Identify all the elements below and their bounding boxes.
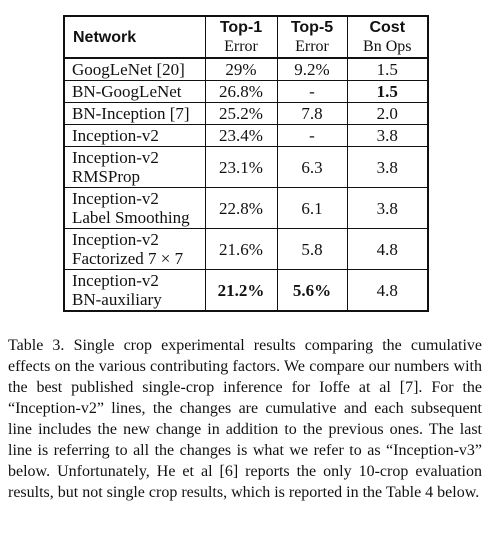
results-table-container [63,15,427,312]
header-top1 [205,16,277,58]
header-top5 [277,16,347,58]
top1-cell: 23.1% [205,147,277,188]
network-name-line: Inception-v2 [72,126,159,145]
network-name-cell [64,188,205,229]
network-name-cell [64,81,205,103]
header-top5-sub: Error [295,38,329,55]
header-cost-label: Cost [369,19,406,36]
header-cost [347,16,428,58]
network-name-line: BN-GoogLeNet [72,82,182,101]
network-name-line: Inception-v2 [72,148,159,167]
results-table [63,15,429,312]
table-row [64,188,428,229]
cost-cell: 3.8 [347,125,428,147]
top1-cell: 22.8% [205,188,277,229]
network-name-cell [64,103,205,125]
network-name-cell [64,147,205,188]
top1-cell: 23.4% [205,125,277,147]
header-top5-label: Top-5 [290,19,334,36]
top1-cell: 26.8% [205,81,277,103]
header-top1-label: Top-1 [219,19,263,36]
network-name-line: Inception-v2 [72,271,159,290]
top5-cell: 5.8 [277,229,347,270]
table-row [64,125,428,147]
header-network-label: Network [73,28,137,46]
network-name-line: Factorized 7 × 7 [72,249,184,268]
table-header-row [64,16,428,58]
cost-cell: 4.8 [347,229,428,270]
cost-cell: 3.8 [347,188,428,229]
top1-cell: 29% [205,58,277,81]
network-name-line: Label Smoothing [72,208,190,227]
network-name-cell [64,270,205,312]
table-row [64,103,428,125]
top5-cell: 9.2% [277,58,347,81]
table-row [64,58,428,81]
table-caption: Table 3. Single crop experimental results comparing the cumulative effects on the various contributing factors. We compare our numbers with the best published single-crop inference for Ioffe at al [7]. For the “Inception-v2” lines, the changes are cumulative and each subsequent line includes the new change in addition to the previous ones. The last line is referring to all the changes is what we refer to as “Inception-v3” below. Unfortunately, He et al [6] reports the only 10-crop evaluation results, but not single crop results, which is reported in the Table 4 below. [8,337,482,501]
network-name-line: RMSProp [72,167,141,186]
cost-cell: 4.8 [347,270,428,312]
cost-cell: 3.8 [347,147,428,188]
top1-cell: 21.6% [205,229,277,270]
top5-cell: - [277,125,347,147]
cost-cell: 2.0 [347,103,428,125]
header-top1-sub: Error [224,38,258,55]
network-name-line: BN-auxiliary [72,290,162,309]
table-row [64,81,428,103]
network-name-line: BN-Inception [7] [72,104,190,123]
table-row [64,270,428,312]
top1-cell: 21.2% [205,270,277,312]
network-name-cell [64,229,205,270]
table-row [64,147,428,188]
table-body [64,58,428,311]
header-network [64,16,205,58]
network-name-line: Inception-v2 [72,189,159,208]
top1-cell: 25.2% [205,103,277,125]
top5-cell: 6.3 [277,147,347,188]
top5-cell: - [277,81,347,103]
network-name-line: GoogLeNet [20] [72,60,185,79]
top5-cell: 5.6% [277,270,347,312]
top5-cell: 7.8 [277,103,347,125]
cost-cell: 1.5 [347,81,428,103]
network-name-cell [64,58,205,81]
network-name-line: Inception-v2 [72,230,159,249]
network-name-cell [64,125,205,147]
top5-cell: 6.1 [277,188,347,229]
table-row [64,229,428,270]
header-cost-sub: Bn Ops [363,38,412,55]
cost-cell: 1.5 [347,58,428,81]
